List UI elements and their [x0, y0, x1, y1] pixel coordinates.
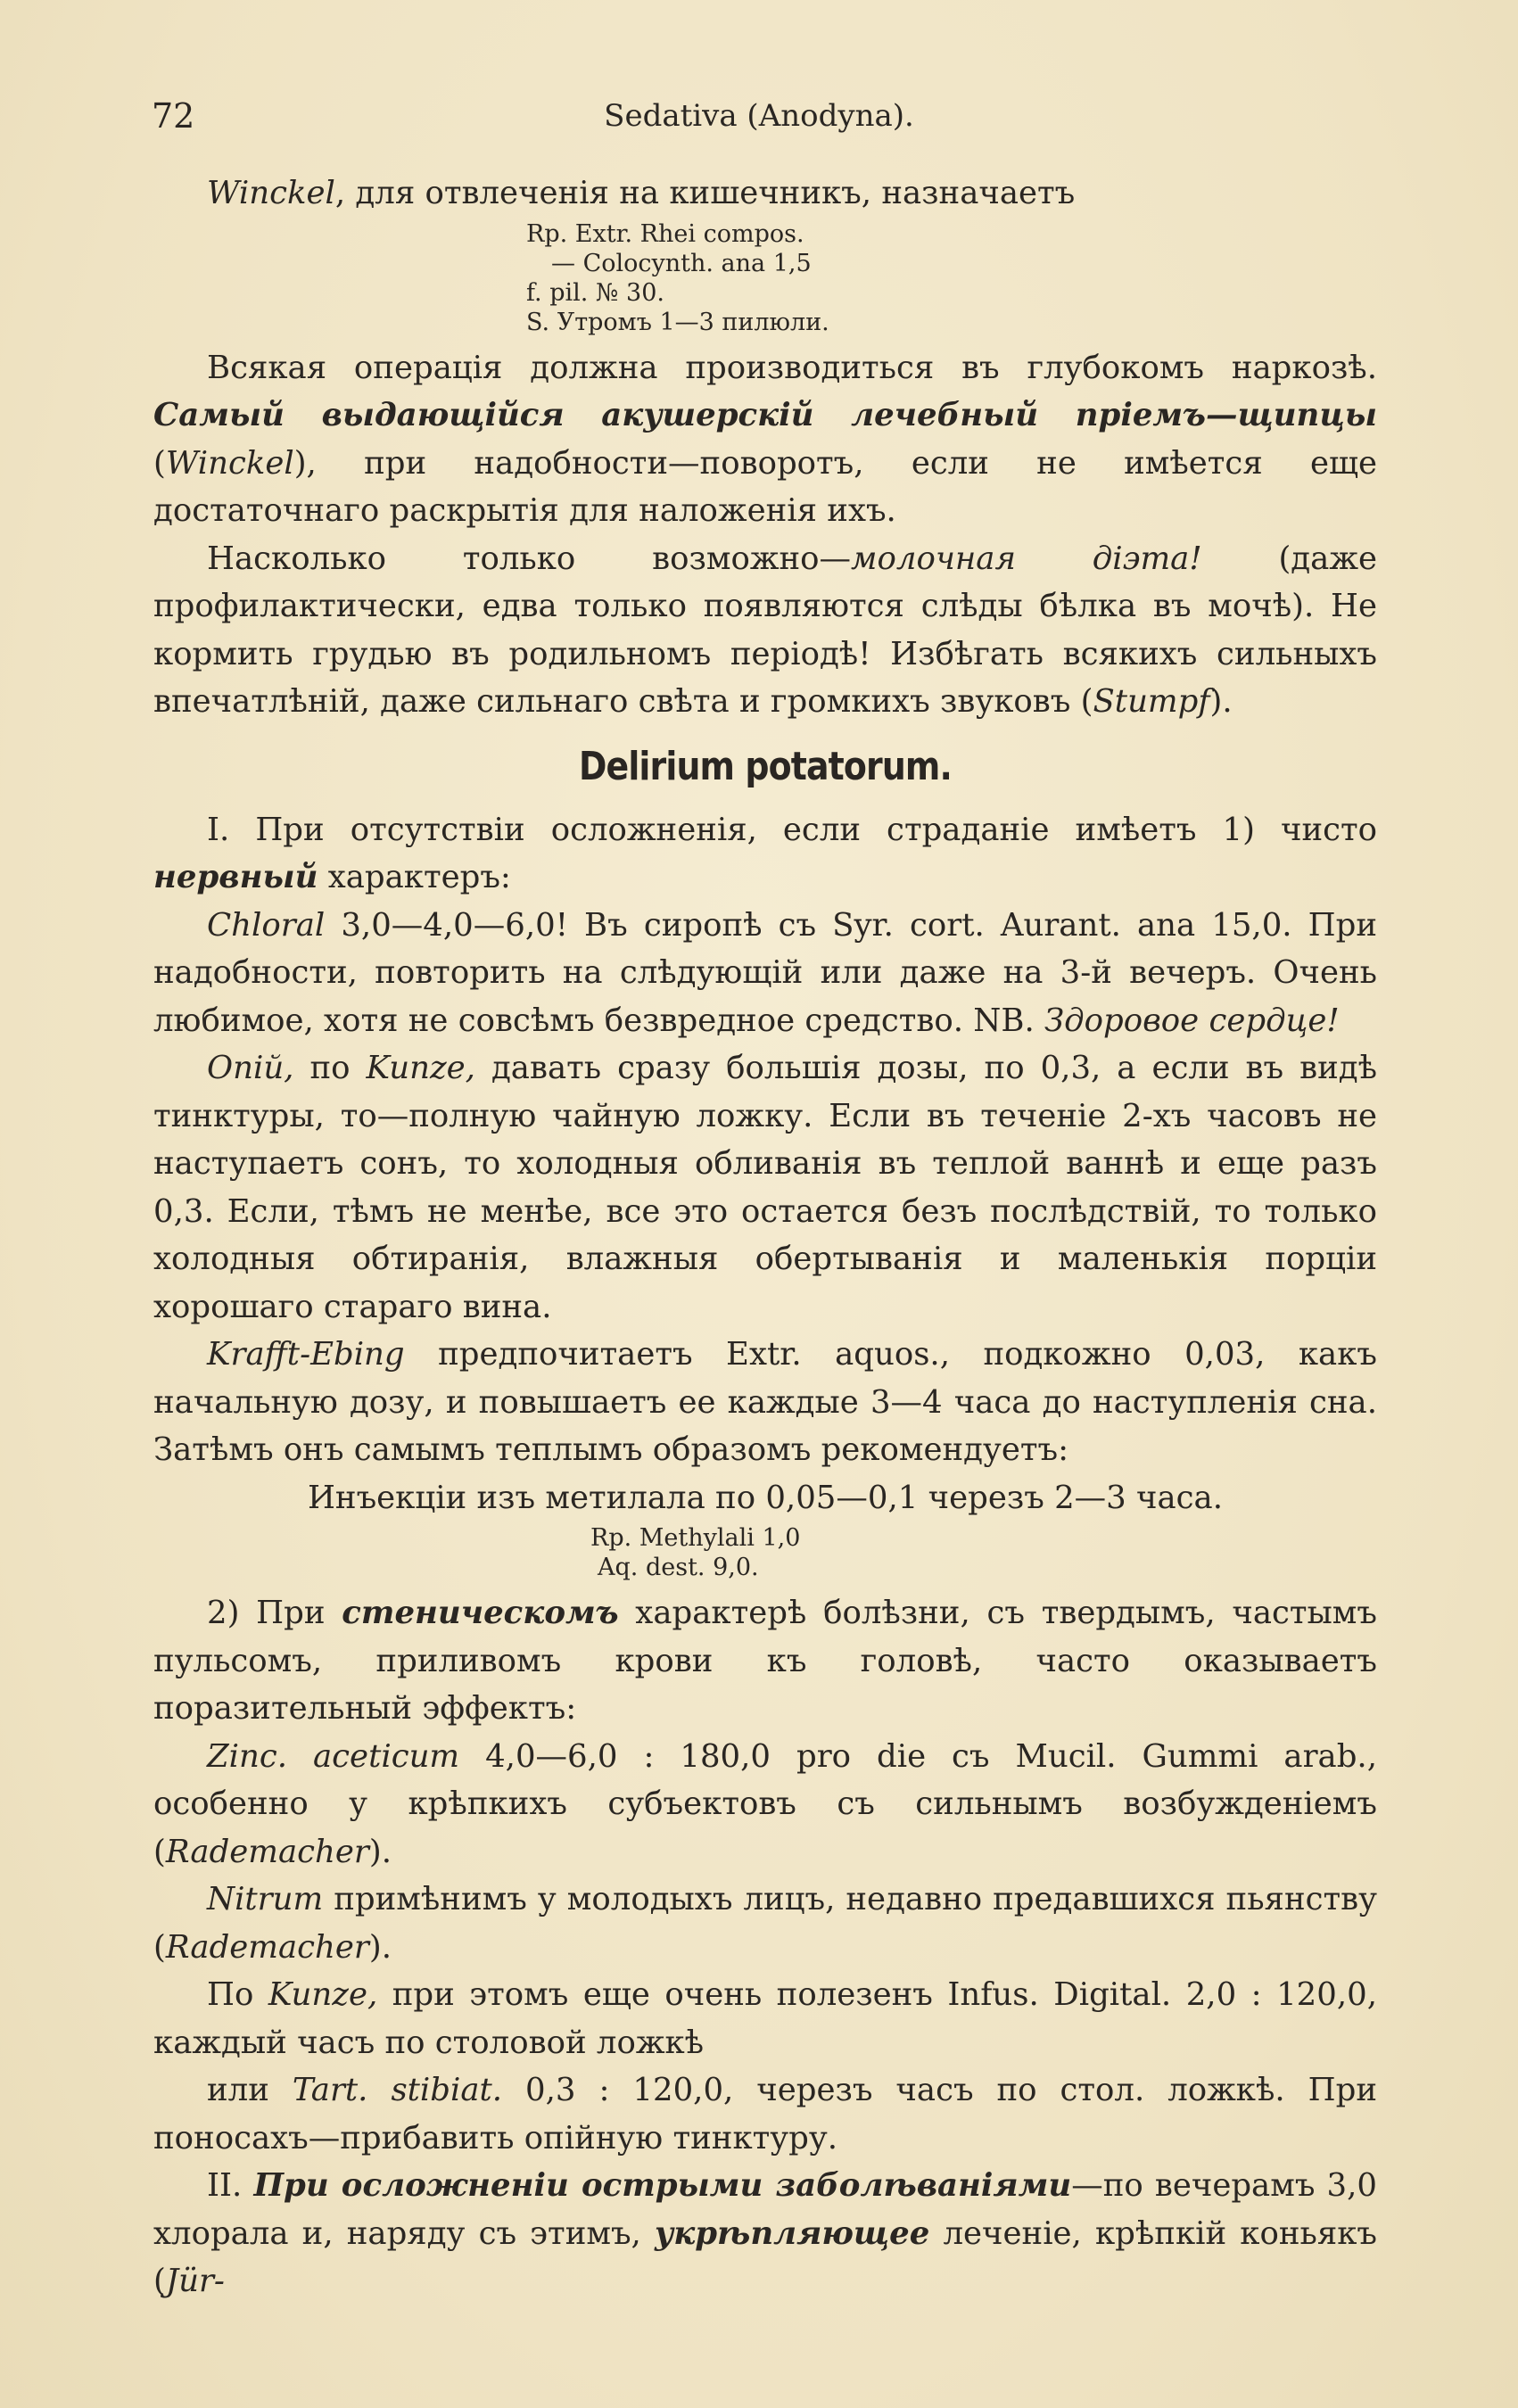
running-title: Sedativa (Anodyna). — [604, 98, 914, 134]
paragraph-sthenic: 2) При стеническомъ характерѣ болѣзни, съ твердымъ, частымъ пульсомъ, приливомъ крови къ головѣ, часто оказываетъ поразительный эффектъ: — [153, 1595, 1377, 1727]
paragraph-krafft-ebing: Krafft-Ebing предпочитаетъ Extr. aquos., подкожно 0,03, какъ начальную дозу, и повышаетъ ее каждые 3—4 часа до наступленія сна. Затѣмъ онъ самымъ теплымъ образомъ рекомендуетъ: — [153, 1336, 1377, 1468]
prescription-line: f. pil. № 30. — [526, 278, 664, 307]
paragraph-digital: По Kunze, при этомъ еще очень полезенъ Infus. Digital. 2,0 : 120,0, каждый часъ по столовой ложкѣ — [153, 1976, 1377, 2061]
paragraph-section-1: I. При отсутствіи осложненія, если страданіе имѣетъ 1) чисто нервный характеръ: — [153, 811, 1377, 895]
section-heading: Delirium potatorum. — [578, 743, 953, 789]
prescription-line: Rp. Methylali 1,0 — [590, 1524, 801, 1552]
prescription-line: S. Утромъ 1—3 пилюли. — [526, 308, 829, 336]
paragraph-operation: Всякая операція должна производиться въ глубокомъ наркозѣ. Самый выдающійся акушерскій лечебный пріемъ—щипцы (Winckel), при надобности—поворотъ, если не имѣется еще достаточнаго раскрытія для наложенія ихъ. — [153, 349, 1377, 529]
page-header — [0, 89, 1518, 143]
paragraph-section-2: II. При осложненіи острыми заболѣваніями—по вечерамъ 3,0 хлорала и, наряду съ этимъ, укрѣпляющее леченіе, крѣпкій коньякъ (Jür- — [153, 2167, 1377, 2299]
prescription-line: Rp. Extr. Rhei compos. — [526, 219, 804, 248]
paragraph-opium: Опій, по Kunze, давать сразу большія дозы, по 0,3, а если въ видѣ тинктуры, то—полную чайную ложку. Если въ теченіе 2-хъ часовъ не наступаетъ сонъ, то холодныя обливанія въ теплой ваннѣ и еще разъ 0,3. Если, тѣмъ не менѣе, все это остается безъ послѣдствій, то только холодныя обтиранія, влажныя обертыванія и маленькія порціи хорошаго стараго вина. — [153, 1050, 1378, 1325]
author-name: Winckel — [207, 175, 335, 211]
paragraph-zinc: Zinc. aceticum 4,0—6,0 : 180,0 pro die съ Mucil. Gummi arab., особенно у крѣпкихъ субъектовъ съ сильнымъ возбужденіемъ (Rademacher). — [153, 1737, 1377, 1870]
paragraph-chloral: Chloral 3,0—4,0—6,0! Въ сиропѣ съ Syr. cort. Aurant. ana 15,0. При надобности, повторить на слѣдующій или даже на 3-й вечеръ. Очень любимое, хотя не совсѣмъ безвредное средство. NB. Здоровое сердце! — [153, 906, 1377, 1039]
paragraph-nitrum: Nitrum примѣнимъ у молодыхъ лицъ, недавно предавшихся пьянству (Rademacher). — [153, 1881, 1377, 1966]
page-number: 72 — [152, 96, 195, 136]
paragraph-tart-stibiat: или Tart. stibiat. 0,3 : 120,0, черезъ часъ по стол. ложкѣ. При поносахъ—прибавить опійную тинктуру. — [153, 2072, 1377, 2156]
prescription-line: Aq. dest. 9,0. — [598, 1554, 759, 1581]
prescription-methylal — [153, 1523, 1377, 1582]
paragraph-diet: Насколько только возможно—молочная діэта! (даже профилактически, едва только появляются слѣды бѣлка въ мочѣ). Не кормить грудью въ родильномъ періодѣ! Избѣгать всякихъ сильныхъ впечатлѣній, даже сильнаго свѣта и громкихъ звуковъ (Stumpf). — [153, 540, 1377, 720]
prescription-rhei — [153, 219, 1377, 337]
prescription-line: — Colocynth. ana 1,5 — [551, 249, 812, 277]
paragraph-methylal: Инъекціи изъ метилала по 0,05—0,1 черезъ 2—3 часа. — [307, 1479, 1224, 1516]
paragraph-winckel: Winckel, для отвлеченія на кишечникъ, назначаетъ — [207, 175, 1076, 211]
page-body — [153, 169, 1377, 2305]
